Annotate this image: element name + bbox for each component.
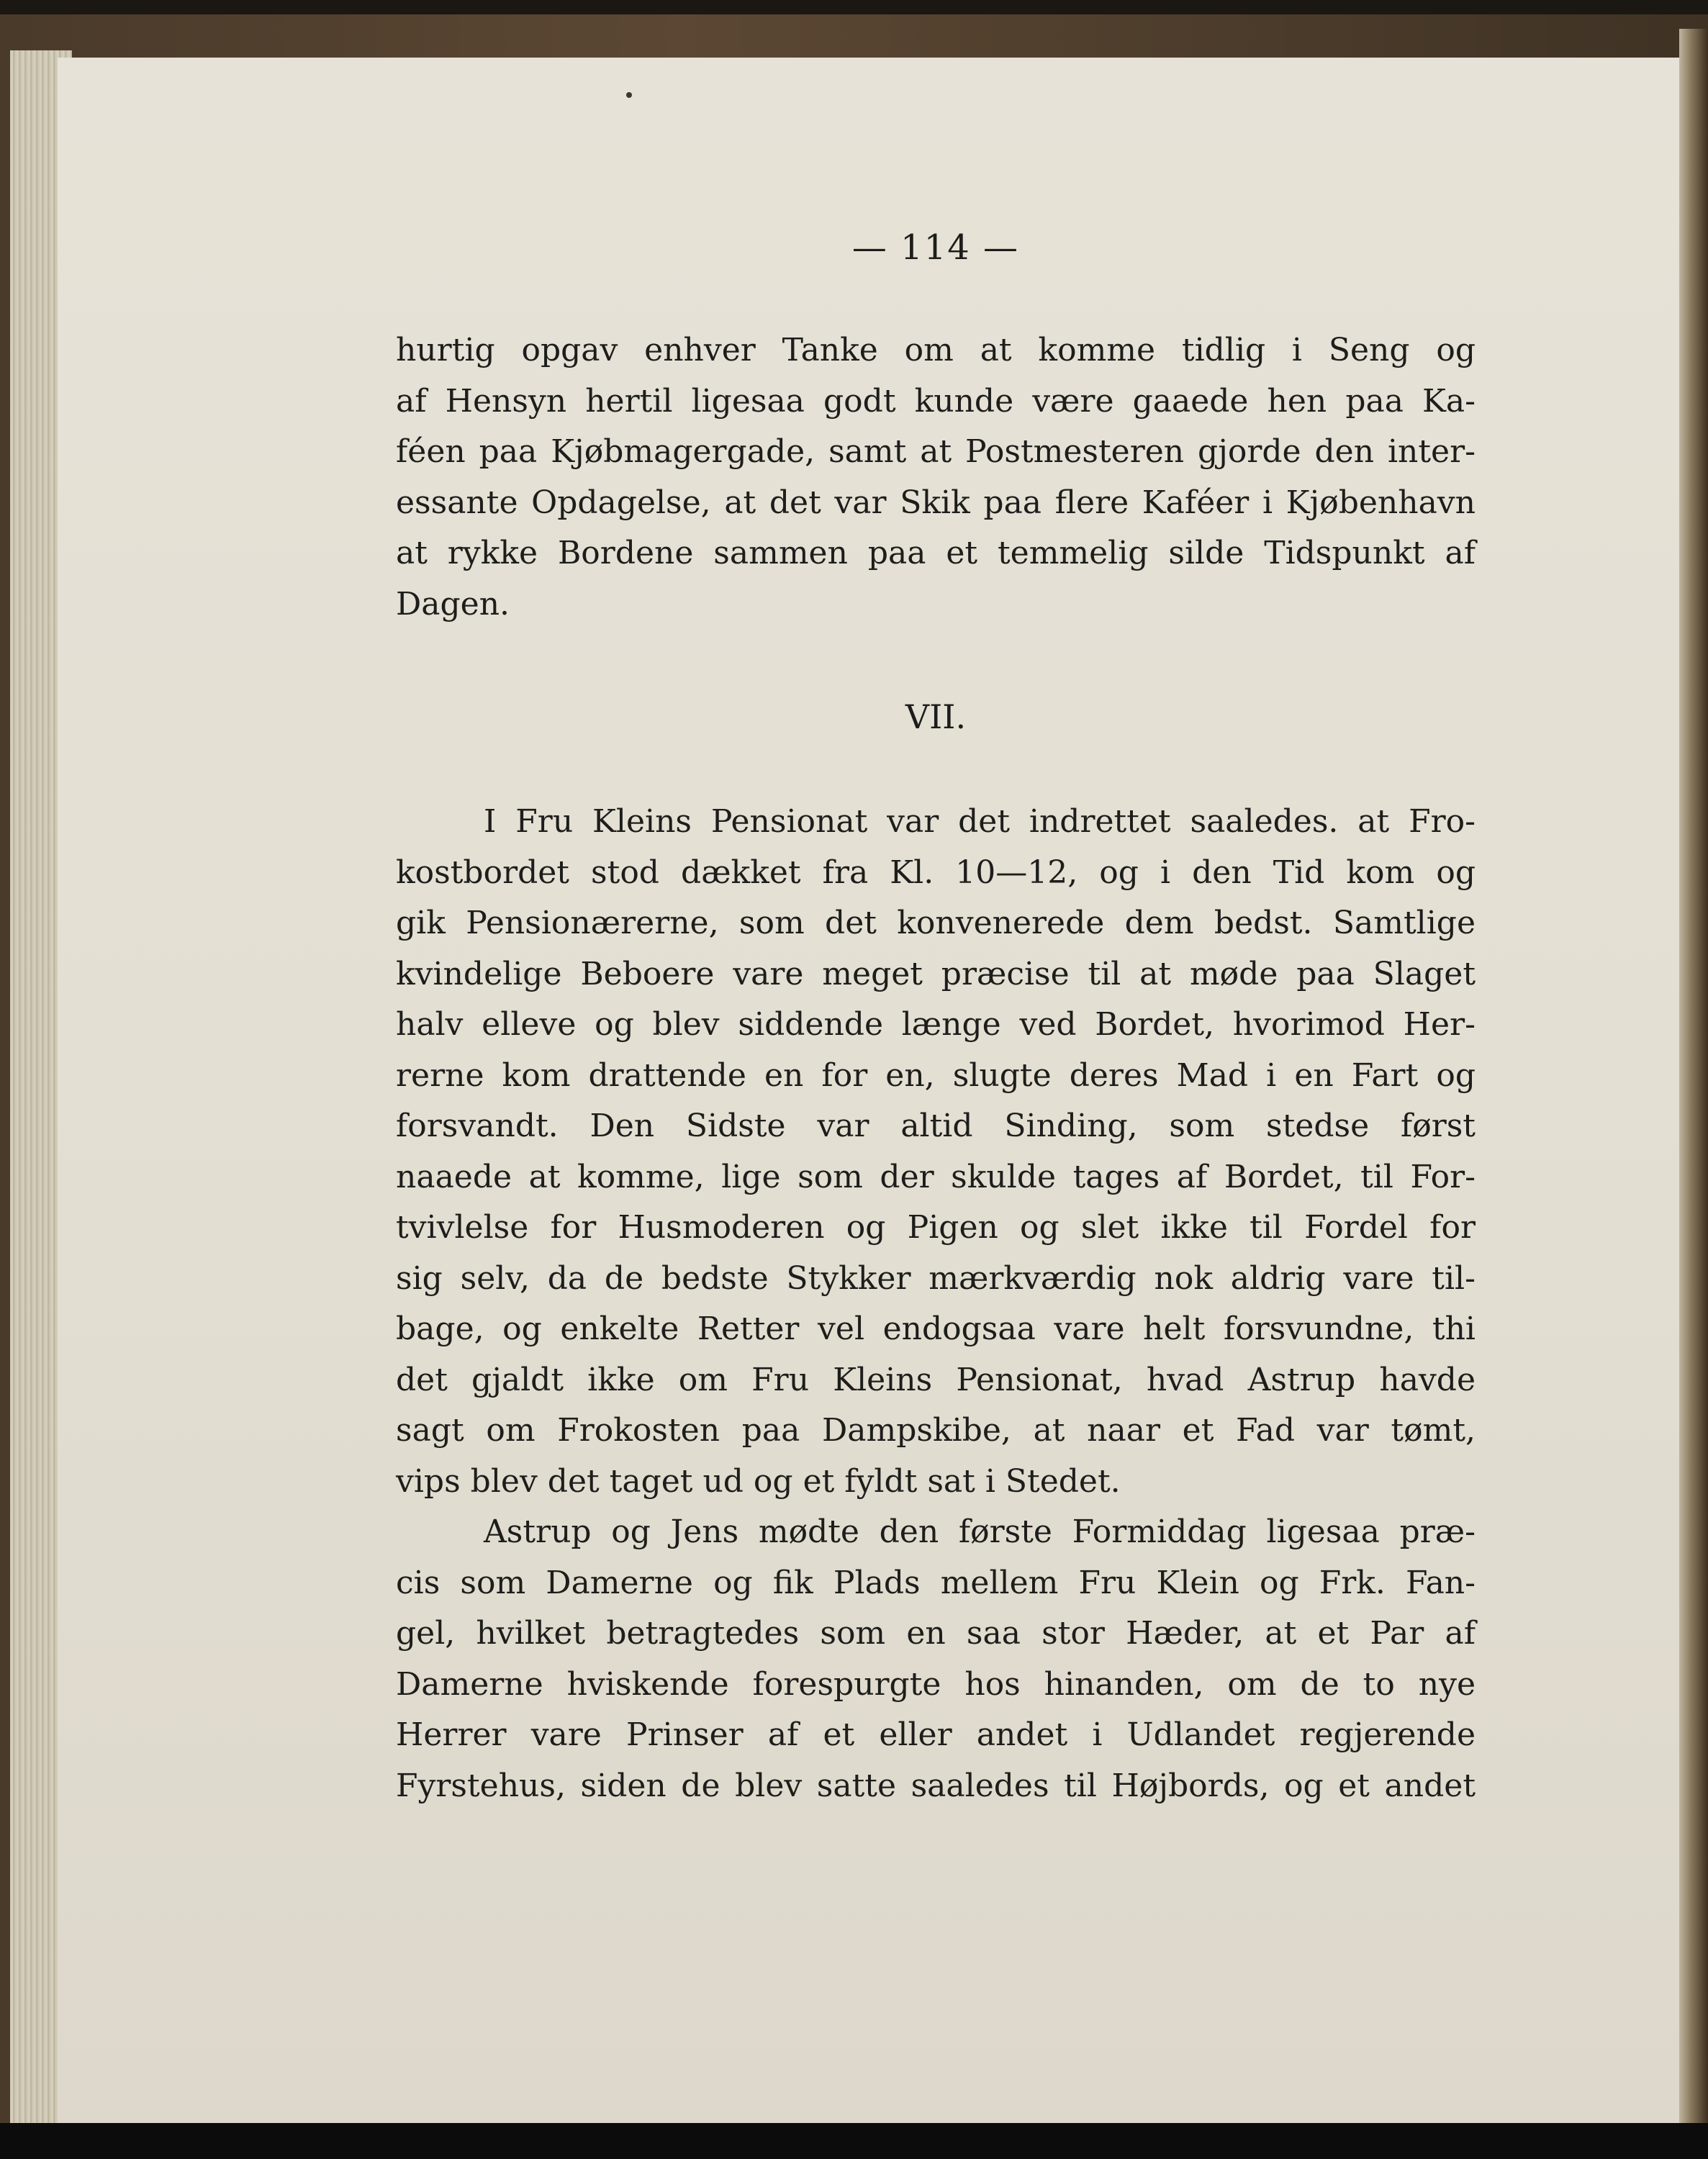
text-line: kvindelige Beboere vare meget præcise til at møde paa Slaget (396, 955, 1476, 992)
paragraph (396, 797, 1476, 1507)
text-line: rerne kom drattende en for en, slugte deres Mad i en Fart og (396, 1056, 1476, 1094)
text-line: det gjaldt ikke om Fru Kleins Pensionat, hvad Astrup havde (396, 1361, 1476, 1398)
text-line: Fyrstehus, siden de blev satte saaledes til Højbords, og et andet (396, 1767, 1476, 1804)
text-line: Herrer vare Prinser af et eller andet i Udlandet regjerende (396, 1716, 1476, 1753)
text-line: forsvandt. Den Sidste var altid Sinding, som stedse først (396, 1108, 1476, 1144)
text-line: kostbordet stod dækket fra Kl. 10—12, og i den Tid kom og (396, 854, 1476, 891)
text-block (396, 227, 1476, 1886)
binding-edge (1679, 29, 1708, 2127)
text-line: Damerne hviskende forespurgte hos hinanden, om de to nye (396, 1665, 1476, 1703)
text-line: I Fru Kleins Pensionat var det indrettet saaledes. at Fro- (484, 803, 1476, 840)
text-line: at rykke Bordene sammen paa et temmelig silde Tidspunkt af (396, 535, 1476, 571)
text-line: féen paa Kjøbmagergade, samt at Postmesteren gjorde den inter- (396, 433, 1476, 470)
page-number: — 114 — (851, 227, 1020, 268)
text-line: sig selv, da de bedste Stykker mærkværdig nok aldrig vare til- (396, 1259, 1476, 1297)
opening-paragraph (396, 325, 1476, 630)
text-line: af Hensyn hertil ligesaa godt kunde være gaaede hen paa Ka- (396, 382, 1476, 420)
text-line: naaede at komme, lige som der skulde tages af Bordet, til For- (396, 1158, 1476, 1195)
text-line: Astrup og Jens mødte den første Formiddag ligesaa præ- (484, 1513, 1476, 1550)
text-line: halv elleve og blev siddende længe ved Bordet, hvorimod Her- (396, 1006, 1476, 1043)
text-line: hurtig opgav enhver Tanke om at komme tidlig i Seng og (396, 332, 1476, 368)
text-line: cis som Damerne og fik Plads mellem Fru Klein og Frk. Fan- (396, 1564, 1476, 1601)
text-line: Dagen. (396, 585, 510, 623)
text-line: vips blev det taget ud og et fyldt sat i Stedet. (396, 1462, 1121, 1500)
scan-border (0, 2123, 1708, 2159)
paragraph (396, 1507, 1476, 1811)
ink-speck (626, 92, 632, 98)
text-line: sagt om Frokosten paa Dampskibe, at naar et Fad var tømt, (396, 1412, 1476, 1449)
text-line: bage, og enkelte Retter vel endogsaa vare helt forsvundne, thi (396, 1311, 1476, 1347)
chapter-heading: VII. (905, 697, 967, 736)
text-line: gik Pensionærerne, som det konvenerede dem bedst. Samtlige (396, 905, 1476, 941)
text-line: tvivlelse for Husmoderen og Pigen og slet ikke til Fordel for (396, 1209, 1476, 1246)
text-line: essante Opdagelse, at det var Skik paa flere Kaféer i Kjøbenhavn (396, 484, 1476, 521)
text-line: gel, hvilket betragtedes som en saa stor Hæder, at et Par af (396, 1615, 1476, 1652)
